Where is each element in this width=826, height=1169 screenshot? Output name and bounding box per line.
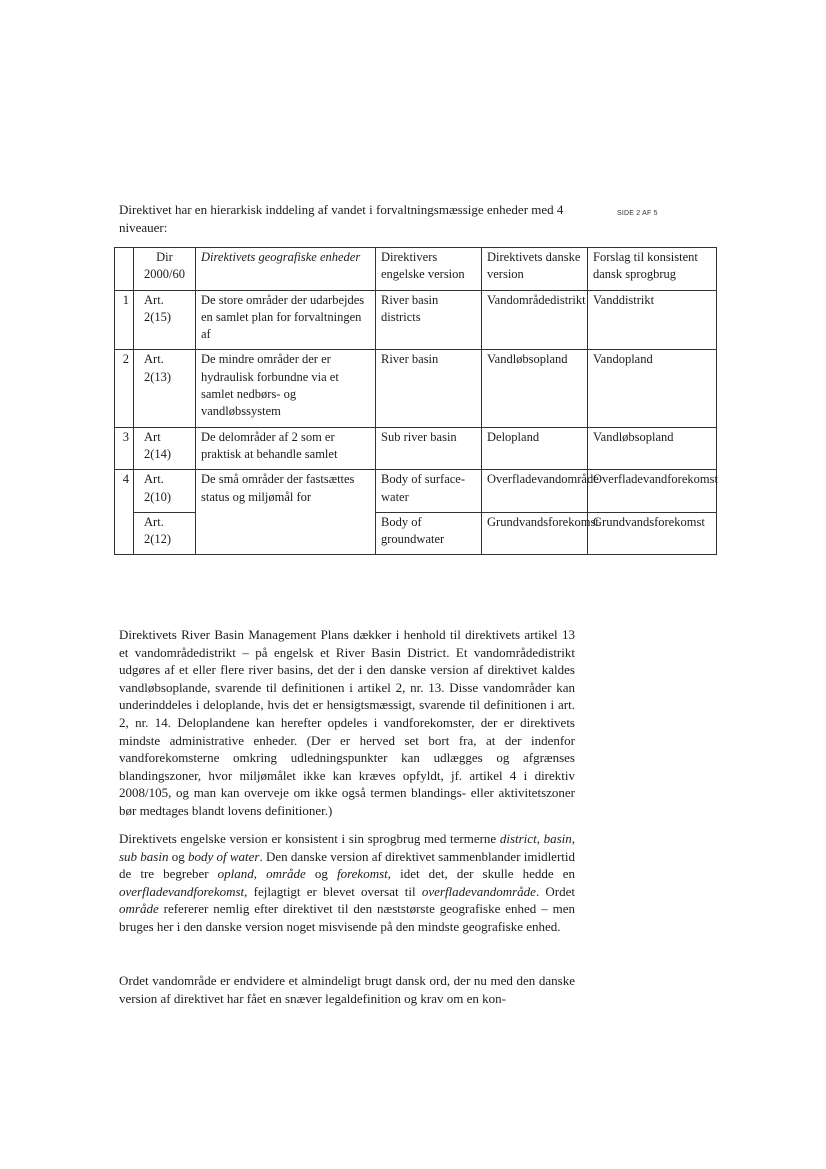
english-cell: Body of groundwater [376,512,482,555]
english-cell: River basin [376,350,482,427]
danish-cell: Delopland [482,427,588,470]
danish-cell: Vandområdedistrikt [482,290,588,350]
term-overfladevandforekomst: overfladevandforekomst [119,883,245,899]
proposal-cell: Vandopland [588,350,717,427]
article-number: 2(14) [144,446,172,461]
header-proposal-cell: Forslag til konsistent dansk sprogbrug [588,248,717,291]
geo-cell: De delområder af 2 som er praktisk at behandle samlet [196,427,376,470]
header-geo-cell: Direktivets geografiske enheder [196,248,376,291]
header-dir-line2: 2000/60 [144,267,185,282]
article-cell [134,427,196,470]
table-header-row [115,248,717,291]
paragraph-text: Direktivets engelske version er konsistent i sin sprogbrug med termerne district, basin, sub basin og body of water. Den danske version af direktivet sammenblander imidlertid de tre begreber opland, område og forekomst, idet det, der skulle hedde en overfladevandforekomst, fejlagtigt er blevet oversat til overfladevandområde. Ordet område refererer nemlig efter direktivet til den næststørste geografiske enhed – men bruges her i den danske version noget misvisende på den mindste geografiske enhed. [119,831,576,934]
level-number: 3 [115,427,134,470]
header-dir-line1: Dir [156,250,173,264]
intro-paragraph: Direktivet har en hierarkisk inddeling af vandet i forvaltningsmæssige enheder med 4 niveauer: [119,202,564,235]
article-label: Art. [144,292,164,307]
article-label: Art. [144,514,164,529]
geo-cell: De mindre områder der er hydraulisk forbundne via et samlet nedbørs- og vandløbssystem [196,350,376,427]
table-row [115,350,717,427]
header-english-cell: Direktivers engelske version [376,248,482,291]
geo-cell: De små områder der fastsættes status og miljømål for [196,470,376,555]
article-label: Art. [144,472,164,487]
article-number: 2(10) [144,489,172,504]
article-cell [134,350,196,427]
paragraph-text: Direktivets River Basin Management Plans dækker i henhold til direktivets artikel 13 et vandområdedistrikt – på engelsk et River Basin District. Et vandområdedistrikt udgøres af et eller flere river basins, det der i den danske version af direktivet kaldes vandløbsoplande, svarende til definitionen i artikel 2, nr. 13. Disse vandområder kan underinddeles i deloplande, hvis det er hensigtsmæssigt, svarende til definitionen i art. 2, nr. 14. Deloplandene kan herefter opdeles i vandforekomster, der er direktivets mindste administrative enheder. (Der er herved set bort fra, at der indenfor vandforekomsterne omkring udledningspunkter kan udlægges og afgrænses blandingszoner, hvor miljømålet ikke kan kræves opfyldt, jf. artikel 4 i direktiv 2008/105, og man kan overveje om ikke også termen blandings- eller aktivitetszoner bør medtages blandt lovens definitioner.) [119,627,575,818]
danish-cell: Vandløbsopland [482,350,588,427]
english-cell: Sub river basin [376,427,482,470]
term-forekomst: forekomst [336,866,388,882]
article-number: 2(15) [144,309,172,324]
level-number: 1 [115,290,134,350]
paragraph-text: Ordet vandområde er endvidere et almindeligt brugt dansk ord, der nu med den danske version af direktivet har fået en snæver legaldefinition og krav om en kon- [119,973,575,1006]
header-danish-cell: Direktivets danske version [482,248,588,291]
proposal-cell: Grundvandsforekomst [588,512,717,555]
article-label: Art. [144,352,164,367]
term-body-of-water: body of water [187,848,260,864]
article-cell [134,512,196,555]
term-omraade-2: område [119,901,159,917]
proposal-cell: Vanddistrikt [588,290,717,350]
term-sub-basin: sub basin [119,848,169,864]
body-paragraph-2 [119,830,575,936]
hierarchy-table [114,247,717,555]
table-row [115,290,717,350]
table-row [115,470,717,513]
term-overfladevandomraade: overfladevandområde [421,883,536,899]
term-basin: basin [543,831,572,846]
table-row [115,427,717,470]
header-dir-cell [134,248,196,291]
danish-cell: Overfladevandområde [482,470,588,513]
body-paragraph-3 [119,972,575,1007]
proposal-cell: Overfladevandforekomst [588,470,717,513]
body-paragraph-1 [119,626,575,820]
english-cell: River basin districts [376,290,482,350]
term-opland: opland [217,866,254,882]
danish-cell: Grundvandsforekomst [482,512,588,555]
article-cell [134,290,196,350]
geo-cell: De store områder der udarbejdes en samlet plan for forvaltningen af [196,290,376,350]
proposal-cell: Vandløbsopland [588,427,717,470]
article-cell [134,470,196,513]
english-cell: Body of surface-water [376,470,482,513]
article-label: Art [144,429,161,444]
term-district: district [499,831,537,846]
article-number: 2(12) [144,532,172,547]
page-number-label: SIDE 2 AF 5 [617,210,658,217]
level-number: 4 [115,470,134,555]
header-num-cell [115,248,134,291]
article-number: 2(13) [144,369,172,384]
term-omraade: område [266,866,306,882]
level-number: 2 [115,350,134,427]
